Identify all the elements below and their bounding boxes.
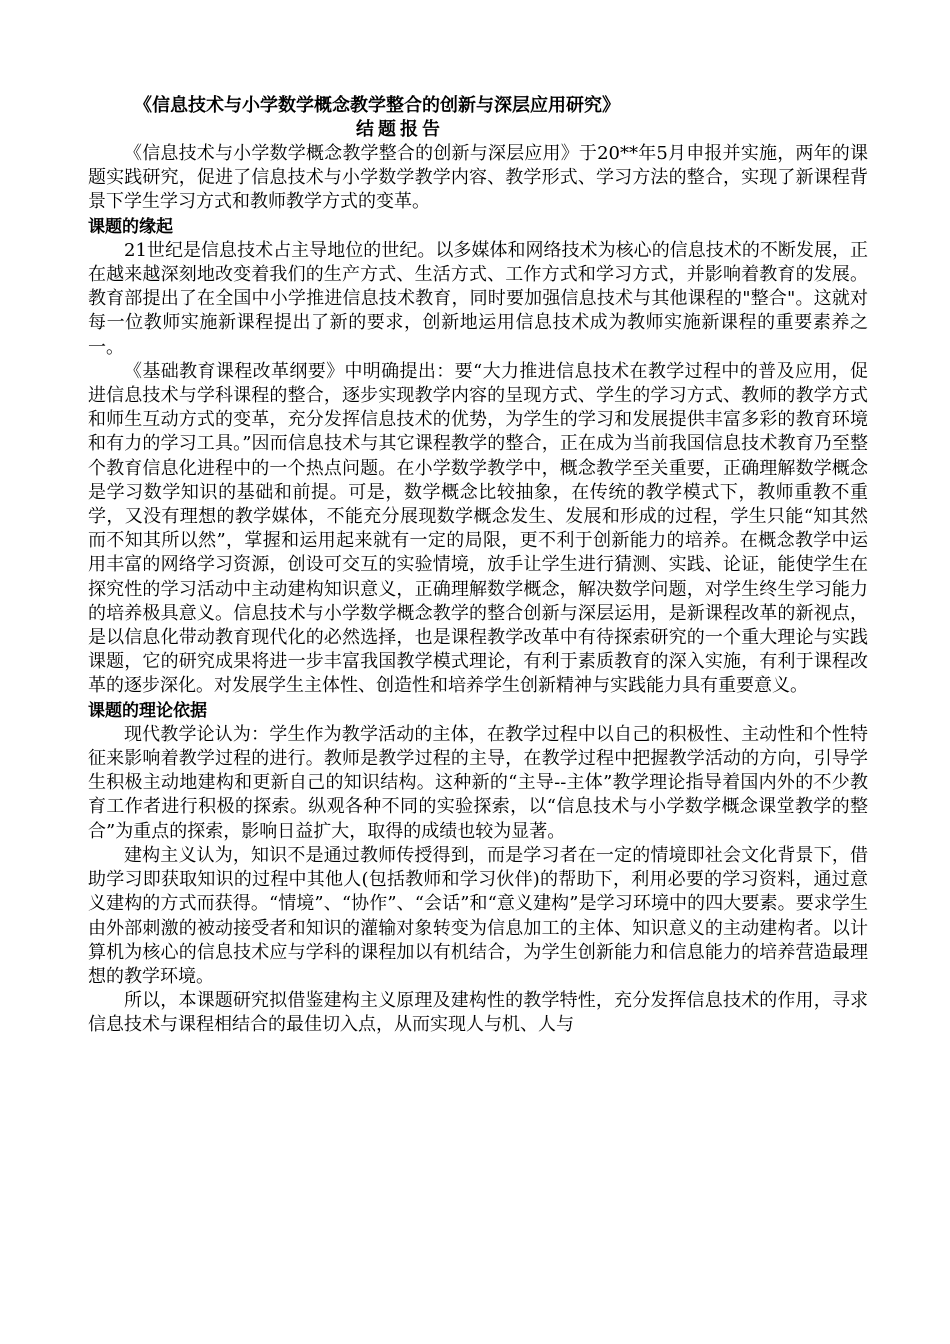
document-subtitle: 结题报告 [356, 119, 444, 140]
document-title: 《信息技术与小学数学概念教学整合的创新与深层应用研究》 [134, 95, 620, 116]
document-body [88, 94, 868, 1038]
intro-paragraph: 《信息技术与小学数学概念教学整合的创新与深层应用》于20**年5月申报并实施，两年的课题实践研究，促进了信息技术与小学数学教学内容、教学形式、学习方法的整合，实现了新课程背景下学生学习方式和教师教学方式的变革。 [88, 143, 868, 213]
paragraph: 所以，本课题研究拟借鉴建构主义原理及建构性的教学特性，充分发挥信息技术的作用，寻求信息技术与课程相结合的最佳切入点，从而实现人与机、人与 [88, 990, 868, 1036]
section-heading-origin: 课题的缘起 [88, 216, 173, 237]
paragraph: 21世纪是信息技术占主导地位的世纪。以多媒体和网络技术为核心的信息技术的不断发展，正在越来越深刻地改变着我们的生产方式、生活方式、工作方式和学习方式，并影响着教育的发展。教育部提出了在全国中小学推进信息技术教育，同时要加强信息技术与其他课程的"整合"。这就对每一位教师实施新课程提出了新的要求，创新地运用信息技术成为教师实施新课程的重要素养之一。 [88, 239, 868, 358]
paragraph: 《基础教育课程改革纲要》中明确提出：要“大力推进信息技术在教学过程中的普及应用，促进信息技术与学科课程的整合，逐步实现教学内容的呈现方式、学生的学习方式、教师的教学方式和师生互动方式的变革，充分发挥信息技术的优势，为学生的学习和发展提供丰富多彩的教育环境和有力的学习工具。”因而信息技术与其它课程教学的整合，正在成为当前我国信息技术教育乃至整个教育信息化进程中的一个热点问题。在小学数学教学中，概念教学至关重要，正确理解数学概念是学习数学知识的基础和前提。可是，数学概念比较抽象，在传统的教学模式下，教师重教不重学，又没有理想的教学媒体，不能充分展现数学概念发生、发展和形成的过程，学生只能“知其然而不知其所以然”，掌握和运用起来就有一定的局限，更不利于创新能力的培养。在概念教学中运用丰富的网络学习资源，创设可交互的实验情境，放手让学生进行猜测、实践、论证，能使学生在探究性的学习活动中主动建构知识意义，正确理解数学概念，解决数学问题，对学生终生学习能力的培养极具意义。信息技术与小学数学概念教学的整合创新与深层运用，是新课程改革的新视点，是以信息化带动教育现代化的必然选择，也是课程教学改革中有待探索研究的一个重大理论与实践课题，它的研究成果将进一步丰富我国教学模式理论，有利于素质教育的深入实施，有利于课程改革的逐步深化。对发展学生主体性、创造性和培养学生创新精神与实践能力具有重要意义。 [88, 360, 868, 697]
paragraph: 现代教学论认为：学生作为教学活动的主体，在教学过程中以自己的积极性、主动性和个性特征来影响着教学过程的进行。教师是教学过程的主导，在教学过程中把握教学活动的方向，引导学生积极主动地建构和更新自己的知识结构。这种新的“主导--主体”教学理论指导着国内外的不少教育工作者进行积极的探索。纵观各种不同的实验探索，以“信息技术与小学数学概念课堂教学的整合”为重点的探索，影响日益扩大，取得的成绩也较为显著。 [88, 723, 868, 842]
section-heading-theory: 课题的理论依据 [88, 700, 207, 721]
paragraph: 建构主义认为，知识不是通过教师传授得到，而是学习者在一定的情境即社会文化背景下，借助学习即获取知识的过程中其他人(包括教师和学习伙伴)的帮助下，利用必要的学习资料，通过意义建构的方式而获得。“情境”、“协作”、“会话”和“意义建构”是学习环境中的四大要素。要求学生由外部刺激的被动接受者和知识的灌输对象转变为信息加工的主体、知识意义的主动建构者。以计算机为核心的信息技术应与学科的课程加以有机结合，为学生创新能力和信息能力的培养营造最理想的教学环境。 [88, 844, 868, 987]
